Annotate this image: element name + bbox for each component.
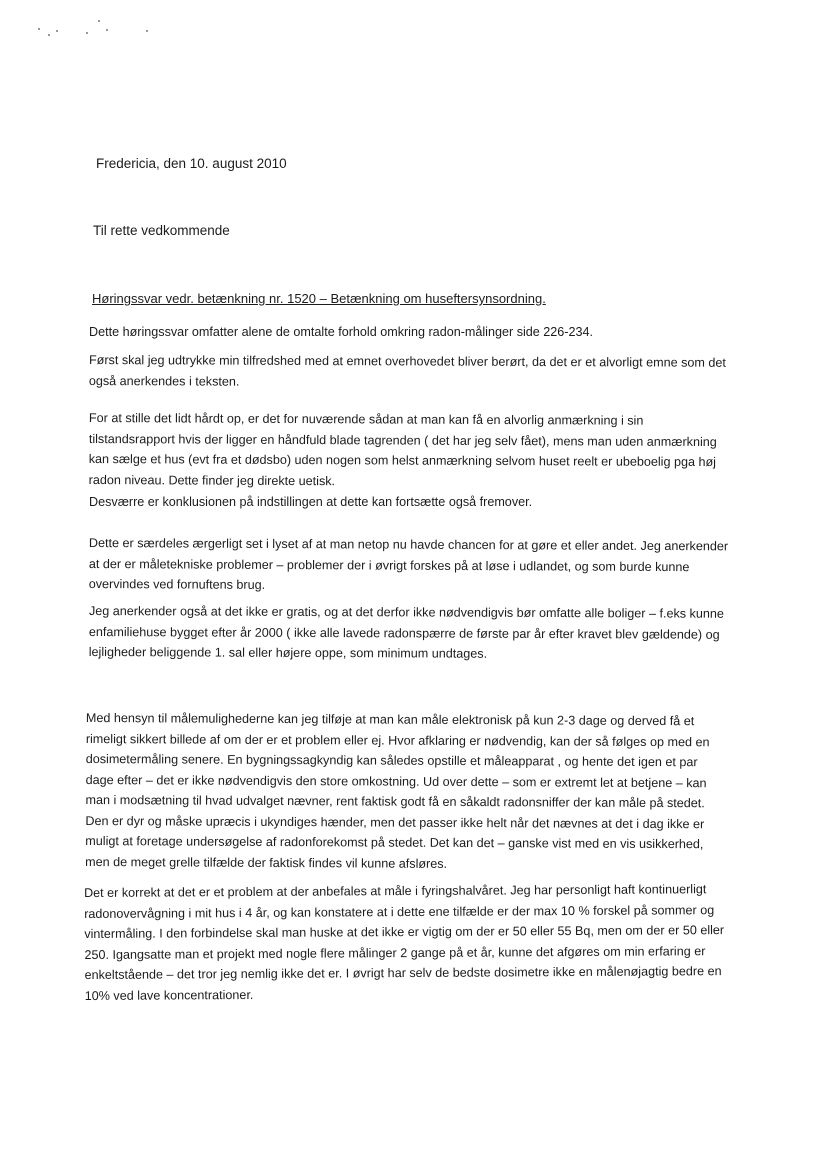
paragraph: For at stille det lidt hårdt op, er det for nuværende sådan at man kan få en alvorlig anmærkning i sin tilstandsrapport hvis der ligger en håndfuld blade tagrenden ( det har jeg selv fået), mens man uden anmærkning kan sælge et hus (evt fra et dødsbo) uden nogen som helst anmærkning selvom huset reelt er ubeboelig pga høj radon niveau. Dette finder jeg direkte uetisk. bbox=[88, 410, 717, 488]
paragraph: Jeg anerkender også at det ikke er gratis, og at det derfor ikke nødvendigvis bør omfatte alle boliger – f.eks kunne enfamiliehuse bygget efter år 2000 ( ikke alle lavede radonspærre de første par år efter kravet blev gældende) og lejligheder beliggende 1. sal eller højere oppe, som minimum undtages. bbox=[88, 604, 724, 661]
scan-speck bbox=[56, 30, 58, 32]
scan-speck bbox=[48, 34, 50, 36]
scan-speck bbox=[38, 28, 40, 30]
paragraph: Dette høringssvar omfatter alene de omtalte forhold omkring radon-målinger side 226-234. bbox=[89, 325, 594, 339]
paragraph: Med hensyn til målemulighederne kan jeg tilføje at man kan måle elektronisk på kun 2-3 dage og derved få et rimeligt sikkert billede af om der er et problem eller ej. Hvor afklaring er nødvendig, kan der så følges op med en dosimetermåling senere. En bygningssagkyndig kan således opstille et måleapparat , og hente det igen et par dage efter – det er ikke nødvendigvis den store omkostning. Ud over dette – som er extremt let at betjene – kan man i modsætning til hvad udvalget nævner, rent faktisk godt få en såkaldt radonsniffer der kan måle på stedet. Den er dyr og måske upræcis i ukyndiges hænder, men det passer ikke helt når det nævnes at det i dag ikke er muligt at foretage undersøgelse af radonforekomst på stedet. Det kan det – ganske vist med en vis usikkerhed, men de meget grelle tilfælde der faktisk findes vil kunne afsløres. bbox=[85, 710, 710, 871]
scan-speck bbox=[98, 20, 100, 22]
paragraph: Det er korrekt at det er et problem at der anbefales at måle i fyringshalvåret. Jeg har personligt haft kontinuerligt radonovervågning i mit hus i 4 år, og kan konstatere at i dette ene tilfælde er der max 10 % forskel på sommer og vintermåling. I den forbindelse skal man huske at det ikke er vigtig om der er 50 eller 55 Bq, men om der er 50 eller 250. Igangsatte man et projekt med nogle flere målinger 2 gange på et år, kunne det afgøres om min erfaring er enkeltstående – det tror jeg nemlig ikke det er. I øvrigt har selv de bedste dosimetre ikke en målenøjagtig bedre en 10% ved lave koncentrationer. bbox=[84, 882, 725, 1003]
paragraph: Først skal jeg udtrykke min tilfredshed med at emnet overhovedet bliver berørt, da det er et alvorligt emne som det også anerkendes i teksten. bbox=[88, 352, 726, 389]
greeting: Til rette vedkommende bbox=[93, 223, 230, 238]
scan-speck bbox=[146, 30, 148, 32]
subject-line: Høringssvar vedr. betænkning nr. 1520 – Betænkning om huseftersynsordning. bbox=[92, 291, 546, 306]
scan-speck bbox=[86, 32, 88, 34]
date-line: Fredericia, den 10. august 2010 bbox=[96, 156, 287, 171]
scan-specks bbox=[30, 18, 170, 48]
paragraph: Desværre er konklusionen på indstillingen at dette kan fortsætte også fremover. bbox=[89, 495, 533, 509]
scan-speck bbox=[106, 29, 108, 31]
paragraph: Dette er særdeles ærgerligt set i lyset af at man netop nu havde chancen for at gøre et eller andet. Jeg anerkender at der er måletekniske problemer – problemer der i øvrigt forskes på at løse i udlandet, og som burde kunne overvindes ved fornuftens brug. bbox=[88, 535, 729, 592]
